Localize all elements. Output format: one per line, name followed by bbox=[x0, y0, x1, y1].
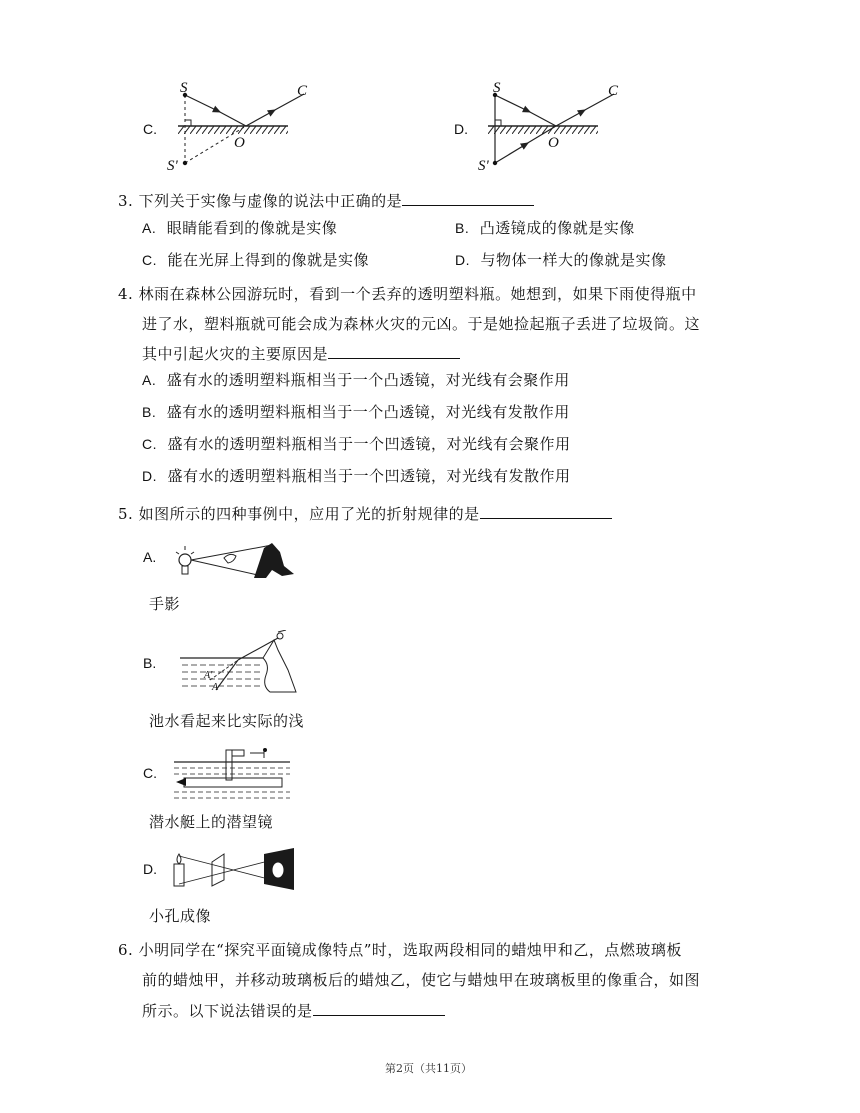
q3-option-b-label: B. bbox=[455, 220, 470, 236]
q5-option-c-caption: 潜水艇上的潜望镜 bbox=[149, 813, 274, 831]
q5-option-b-image bbox=[178, 630, 298, 696]
q2-c-label-s-prime: S' bbox=[167, 158, 178, 174]
q5-stem bbox=[118, 503, 612, 524]
q4-option-b-label: B. bbox=[142, 404, 157, 420]
q5-option-c-label[interactable]: C. bbox=[143, 765, 157, 781]
q3-option-c-text: 能在光屏上得到的像就是实像 bbox=[167, 251, 370, 269]
q2-c-label-c: C bbox=[297, 83, 308, 99]
q2-c-label-s: S bbox=[180, 80, 188, 96]
q2-d-label-s-prime: S' bbox=[478, 158, 489, 174]
q5-option-c-image bbox=[172, 744, 292, 800]
q4-line2: 进了水，塑料瓶就可能会成为森林火灾的元凶。于是她捡起瓶子丢进了垃圾筒。这 bbox=[142, 315, 701, 333]
q5-option-a-label[interactable]: A. bbox=[143, 549, 157, 565]
q3-answer-blank[interactable] bbox=[402, 190, 534, 206]
q2-option-d-label: D. bbox=[454, 121, 468, 137]
q5-answer-blank[interactable] bbox=[480, 503, 612, 519]
q4-option-d-label: D. bbox=[142, 468, 157, 484]
q2-c-label-o: O bbox=[234, 135, 245, 151]
q3-stem bbox=[118, 190, 534, 211]
q2-option-c-label: C. bbox=[143, 121, 157, 137]
q6-line1: 6. 小明同学在“探究平面镜成像特点”时，选取两段相同的蜡烛甲和乙，点燃玻璃板 bbox=[118, 941, 682, 959]
q5-stem-text: 5. 如图所示的四种事例中，应用了光的折射规律的是 bbox=[118, 505, 480, 523]
q6-line3-text: 所示。以下说法错误的是 bbox=[142, 1002, 313, 1020]
q5-b-label-a-prime: A' bbox=[204, 670, 213, 681]
q3-option-b-text: 凸透镜成的像就是实像 bbox=[479, 219, 635, 237]
q4-option-d-text: 盛有水的透明塑料瓶相当于一个凹透镜，对光线有发散作用 bbox=[167, 467, 571, 485]
q5-option-a-image bbox=[172, 540, 297, 582]
q3-option-d-text: 与物体一样大的像就是实像 bbox=[480, 251, 667, 269]
page-footer: 第2页（共11页） bbox=[385, 1062, 472, 1075]
q3-option-a[interactable] bbox=[142, 218, 337, 238]
q4-option-b[interactable] bbox=[142, 402, 570, 422]
q5-option-b-caption: 池水看起来比实际的浅 bbox=[149, 712, 305, 730]
q2-d-label-c: C bbox=[608, 83, 619, 99]
q4-line3-text: 其中引起火灾的主要原因是 bbox=[142, 345, 329, 363]
q3-option-c-label: C. bbox=[142, 252, 157, 268]
q4-option-c-text: 盛有水的透明塑料瓶相当于一个凹透镜，对光线有会聚作用 bbox=[167, 435, 571, 453]
q4-option-b-text: 盛有水的透明塑料瓶相当于一个凸透镜，对光线有发散作用 bbox=[166, 403, 570, 421]
q5-option-d-image bbox=[170, 846, 298, 894]
q2-d-label-s: S bbox=[493, 80, 501, 96]
q4-answer-blank[interactable] bbox=[328, 343, 460, 359]
q5-option-d-label[interactable]: D. bbox=[143, 861, 157, 877]
q3-option-a-label: A. bbox=[142, 220, 157, 236]
q6-answer-blank[interactable] bbox=[313, 1000, 445, 1016]
q6-line2: 前的蜡烛甲，并移动玻璃板后的蜡烛乙，使它与蜡烛甲在玻璃板里的像重合，如图 bbox=[142, 971, 701, 989]
q5-option-a-caption: 手影 bbox=[149, 595, 181, 613]
q3-option-a-text: 眼睛能看到的像就是实像 bbox=[166, 219, 338, 237]
q4-option-a-text: 盛有水的透明塑料瓶相当于一个凸透镜，对光线有会聚作用 bbox=[166, 371, 570, 389]
q6-line3 bbox=[142, 1000, 445, 1021]
q3-option-d[interactable] bbox=[455, 250, 667, 270]
q4-option-c-label: C. bbox=[142, 436, 157, 452]
q3-stem-text: 3. 下列关于实像与虚像的说法中正确的是 bbox=[118, 192, 403, 210]
q4-line3 bbox=[142, 343, 460, 364]
q5-b-label-a: A bbox=[212, 682, 219, 693]
q4-option-a-label: A. bbox=[142, 372, 157, 388]
q4-option-a[interactable] bbox=[142, 370, 570, 390]
q4-option-c[interactable] bbox=[142, 434, 571, 454]
q5-option-d-caption: 小孔成像 bbox=[149, 907, 212, 925]
q5-option-b-label[interactable]: B. bbox=[143, 655, 157, 671]
q4-line1: 4. 林雨在森林公园游玩时，看到一个丢弃的透明塑料瓶。她想到，如果下雨使得瓶中 bbox=[118, 285, 697, 303]
q4-option-d[interactable] bbox=[142, 466, 571, 486]
q3-option-c[interactable] bbox=[142, 250, 369, 270]
q2-d-label-o: O bbox=[548, 135, 559, 151]
q3-option-d-label: D. bbox=[455, 252, 470, 268]
q3-option-b[interactable] bbox=[455, 218, 635, 238]
